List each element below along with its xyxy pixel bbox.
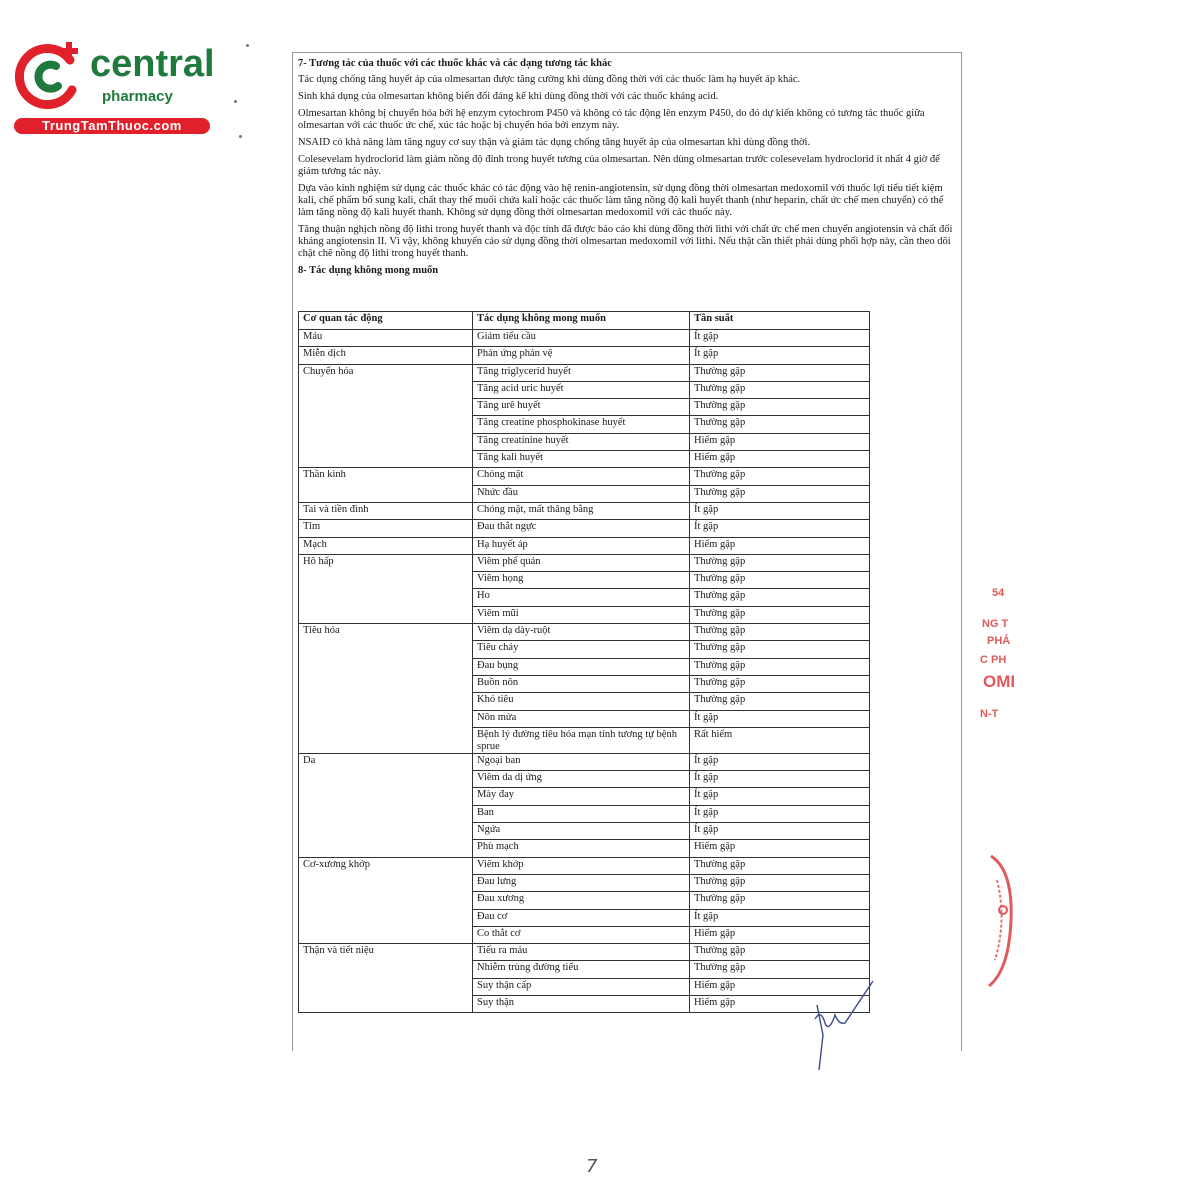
table-header-row: [299, 312, 870, 330]
stamp-fragment: PHẢ: [987, 635, 1011, 647]
site-url-badge[interactable]: TrungTamThuoc.com: [14, 118, 210, 134]
effect-cell: Viêm khớp: [473, 857, 690, 874]
table-row: [299, 468, 870, 485]
organ-cell: Hô hấp: [299, 554, 473, 623]
effect-cell: Nôn mửa: [473, 710, 690, 727]
central-pharmacy-logo[interactable]: [12, 38, 222, 138]
paragraph: Sinh khả dụng của olmesartan không biến đổi đáng kể khi dùng đồng thời với các thuốc kháng acid.: [298, 91, 719, 102]
adverse-effects-table: [298, 311, 870, 1013]
table-row: [299, 554, 870, 571]
frequency-cell: Thường gặp: [690, 554, 870, 571]
effect-cell: Ban: [473, 805, 690, 822]
effect-cell: Đau cơ: [473, 909, 690, 926]
frequency-cell: Ít gặp: [690, 805, 870, 822]
scan-speck: [239, 135, 242, 138]
frequency-cell: Hiếm gặp: [690, 840, 870, 857]
frequency-cell: Hiếm gặp: [690, 978, 870, 995]
effect-cell: Đau thắt ngực: [473, 520, 690, 537]
table-row: [299, 330, 870, 347]
effect-cell: Ngứa: [473, 823, 690, 840]
effect-cell: Phù mạch: [473, 840, 690, 857]
frequency-cell: Thường gặp: [690, 944, 870, 961]
frequency-cell: Ít gặp: [690, 823, 870, 840]
frequency-cell: Thường gặp: [690, 381, 870, 398]
frequency-cell: Ít gặp: [690, 330, 870, 347]
effect-cell: Chóng mặt: [473, 468, 690, 485]
frequency-cell: Thường gặp: [690, 468, 870, 485]
organ-cell: Tiêu hóa: [299, 624, 473, 754]
paragraph: Tăng thuận nghịch nồng độ lithi trong huyết thanh và độc tính đã được báo cáo khi dùng đồng thời lithi với chất ức chế men chuyển angiotensin và chất đối kháng angiotensin II. Vì vậy, không khuyến cáo sử dụng đồng thời olmesartan medoxomil với lithi. Nếu thật cần thiết phải dùng phối hợp này, cần theo dõi chặt chẽ nồng độ lithi trong huyết thanh.: [298, 224, 953, 259]
stamp-fragment: NG T: [982, 618, 1009, 630]
scan-speck: [234, 100, 237, 103]
effect-cell: Tăng acid uric huyết: [473, 381, 690, 398]
table-row: [299, 624, 870, 641]
frequency-cell: Thường gặp: [690, 693, 870, 710]
frequency-cell: Thường gặp: [690, 364, 870, 381]
frequency-cell: Ít gặp: [690, 771, 870, 788]
effect-cell: Tăng creatine phosphokinase huyết: [473, 416, 690, 433]
organ-cell: Tai và tiền đình: [299, 502, 473, 519]
effect-cell: Khó tiêu: [473, 693, 690, 710]
page-number: 7: [586, 1156, 598, 1177]
column-header: Tác dụng không mong muốn: [473, 312, 690, 330]
frequency-cell: Thường gặp: [690, 857, 870, 874]
effect-cell: Viêm họng: [473, 572, 690, 589]
effect-cell: Buồn nôn: [473, 675, 690, 692]
organ-cell: Thận và tiết niệu: [299, 944, 473, 1013]
table-row: [299, 347, 870, 364]
frequency-cell: Thường gặp: [690, 961, 870, 978]
effect-cell: Tăng urê huyết: [473, 399, 690, 416]
organ-cell: Máu: [299, 330, 473, 347]
frequency-cell: Thường gặp: [690, 416, 870, 433]
stamp-fragment: OMI: [983, 672, 1016, 691]
frequency-cell: Thường gặp: [690, 589, 870, 606]
handwritten-signature: [805, 975, 885, 1075]
frequency-cell: Hiếm gặp: [690, 433, 870, 450]
effect-cell: Đau bụng: [473, 658, 690, 675]
effect-cell: Bệnh lý đường tiêu hóa mạn tính tương tự bệnh sprue: [473, 727, 690, 753]
paragraph: Colesevelam hydroclorid làm giảm nồng độ đỉnh trong huyết tương của olmesartan. Nên dùng olmesartan trước colesevelam hydroclorid ít nhất 4 giờ để giảm tương tác này.: [298, 154, 940, 177]
brand-name: central: [90, 43, 215, 85]
organ-cell: Cơ-xương khớp: [299, 857, 473, 943]
paragraph: NSAID có khả năng làm tăng nguy cơ suy thận và giảm tác dụng chống tăng huyết áp của olmesartan khi dùng đồng thời.: [298, 137, 811, 148]
organ-cell: Chuyển hóa: [299, 364, 473, 468]
red-seal-stamp: [985, 850, 1015, 990]
frequency-cell: Thường gặp: [690, 892, 870, 909]
frequency-cell: Ít gặp: [690, 753, 870, 770]
frequency-cell: Ít gặp: [690, 788, 870, 805]
frequency-cell: Thường gặp: [690, 624, 870, 641]
table-row: [299, 502, 870, 519]
effect-cell: Viêm dạ dày-ruột: [473, 624, 690, 641]
effect-cell: Co thắt cơ: [473, 926, 690, 943]
organ-cell: Miễn dịch: [299, 347, 473, 364]
frequency-cell: Ít gặp: [690, 347, 870, 364]
table-row: [299, 537, 870, 554]
frequency-cell: Hiếm gặp: [690, 451, 870, 468]
stamp-fragment: 54: [992, 587, 1005, 599]
frequency-cell: Ít gặp: [690, 520, 870, 537]
organ-cell: Thần kinh: [299, 468, 473, 503]
table-row: [299, 364, 870, 381]
frequency-cell: Hiếm gặp: [690, 926, 870, 943]
effect-cell: Mày đay: [473, 788, 690, 805]
effect-cell: Suy thận cấp: [473, 978, 690, 995]
effect-cell: Tăng triglycerid huyết: [473, 364, 690, 381]
organ-cell: Tim: [299, 520, 473, 537]
frequency-cell: Thường gặp: [690, 399, 870, 416]
effect-cell: Tiểu ra máu: [473, 944, 690, 961]
frequency-cell: Rất hiếm: [690, 727, 870, 753]
effect-cell: Đau lưng: [473, 874, 690, 891]
section-7: [298, 58, 953, 281]
stamp-fragment: N-T: [980, 708, 999, 720]
column-header: Tần suất: [690, 312, 870, 330]
effect-cell: Hạ huyết áp: [473, 537, 690, 554]
effect-cell: Nhức đầu: [473, 485, 690, 502]
paragraph: Olmesartan không bị chuyển hóa bởi hệ enzym cytochrom P450 và không có tác động lên enzym P450, do đó dự kiến không có tương tác thuốc giữa olmesartan với các thuốc ức chế, xúc tác hoặc bị chuyển hóa bởi enzym này.: [298, 108, 925, 131]
effect-cell: Phản ứng phản vệ: [473, 347, 690, 364]
table-row: [299, 857, 870, 874]
frequency-cell: Thường gặp: [690, 572, 870, 589]
section-8-title: 8- Tác dụng không mong muốn: [298, 265, 439, 276]
effect-cell: Chóng mặt, mất thăng bằng: [473, 502, 690, 519]
effect-cell: Tăng creatinine huyết: [473, 433, 690, 450]
frequency-cell: Hiếm gặp: [690, 537, 870, 554]
effect-cell: Giảm tiểu cầu: [473, 330, 690, 347]
frequency-cell: Thường gặp: [690, 658, 870, 675]
table-row: [299, 520, 870, 537]
effect-cell: Ngoại ban: [473, 753, 690, 770]
organ-cell: Mạch: [299, 537, 473, 554]
frequency-cell: Ít gặp: [690, 710, 870, 727]
frequency-cell: Thường gặp: [690, 485, 870, 502]
table-row: [299, 753, 870, 770]
section-7-title: 7- Tương tác của thuốc với các thuốc khác và các dạng tương tác khác: [298, 58, 612, 69]
column-header: Cơ quan tác động: [299, 312, 473, 330]
effect-cell: Tiêu chảy: [473, 641, 690, 658]
brand-subtitle: pharmacy: [102, 88, 173, 105]
effect-cell: Tăng kali huyết: [473, 451, 690, 468]
frequency-cell: Thường gặp: [690, 606, 870, 623]
paragraph: Dựa vào kinh nghiệm sử dụng các thuốc khác có tác động vào hệ renin-angiotensin, sử dụng đồng thời olmesartan medoxomil với thuốc lợi tiểu tiết kiệm kali, chế phẩm bổ sung kali, chất thay thế muối chứa kali hoặc các thuốc làm tăng nồng độ kali huyết thanh (như heparin, chất ức chế men chuyển) có thể làm tăng nồng độ kali huyết thanh. Không sử dụng đồng thời olmesartan medoxomil với các thuốc này.: [298, 183, 944, 218]
frequency-cell: Hiếm gặp: [690, 995, 870, 1012]
stamp-fragment: C PH: [980, 654, 1007, 666]
effect-cell: Viêm da dị ứng: [473, 771, 690, 788]
frequency-cell: Thường gặp: [690, 675, 870, 692]
effect-cell: Suy thận: [473, 995, 690, 1012]
scan-speck: [246, 44, 249, 47]
organ-cell: Da: [299, 753, 473, 857]
frequency-cell: Thường gặp: [690, 874, 870, 891]
effect-cell: Nhiễm trùng đường tiểu: [473, 961, 690, 978]
paragraph: Tác dụng chống tăng huyết áp của olmesartan được tăng cường khi dùng đồng thời với các thuốc làm hạ huyết áp khác.: [298, 74, 801, 85]
pharmacy-cross-icon: [12, 38, 92, 114]
effect-cell: Viêm phế quản: [473, 554, 690, 571]
effect-cell: Đau xương: [473, 892, 690, 909]
frequency-cell: Thường gặp: [690, 641, 870, 658]
effect-cell: Ho: [473, 589, 690, 606]
effect-cell: Viêm mũi: [473, 606, 690, 623]
frequency-cell: Ít gặp: [690, 502, 870, 519]
frequency-cell: Ít gặp: [690, 909, 870, 926]
table-row: [299, 944, 870, 961]
